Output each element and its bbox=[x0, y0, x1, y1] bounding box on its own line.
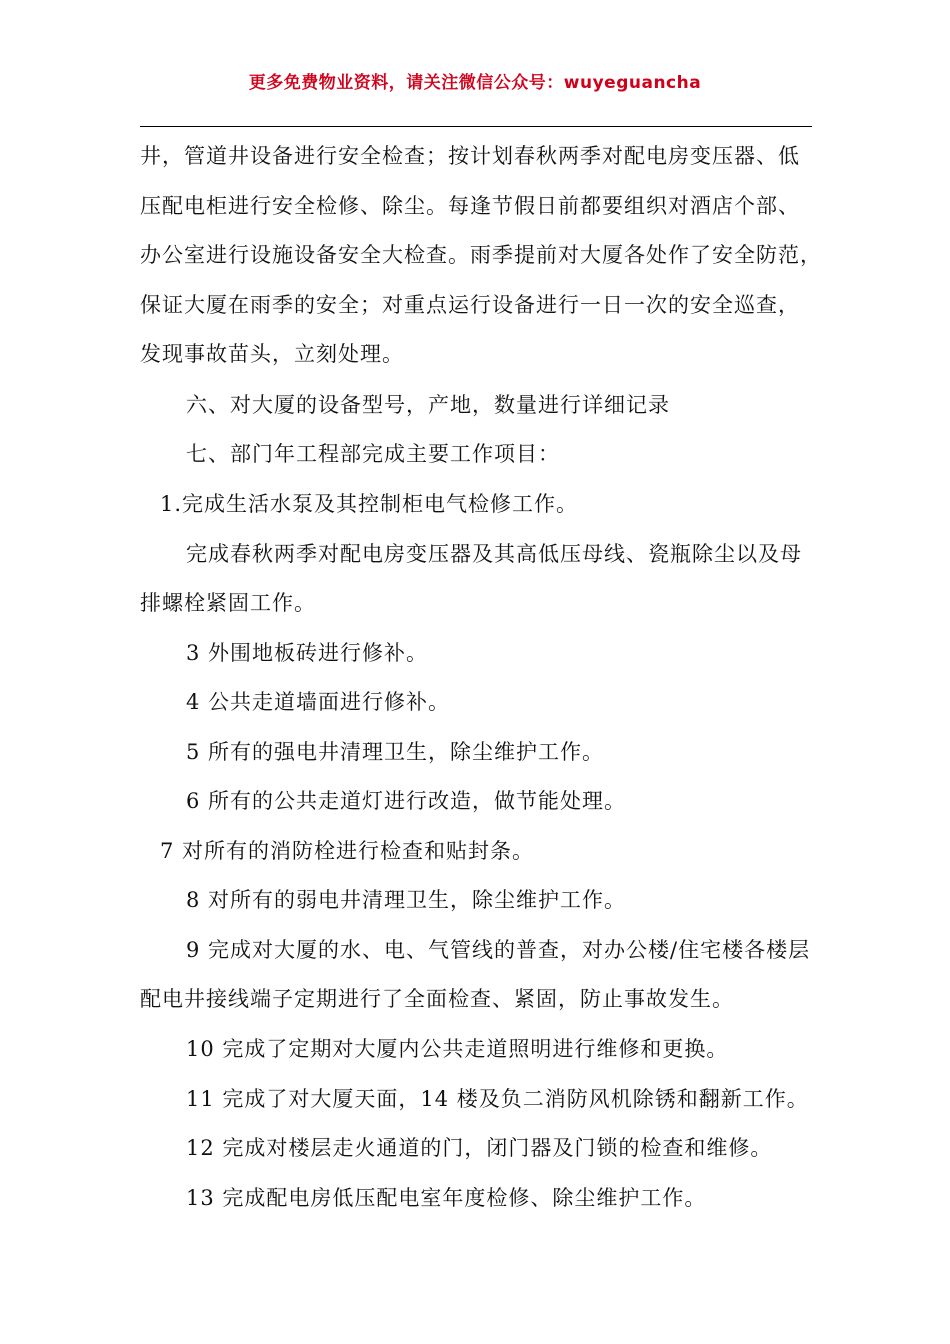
list-item: 12 完成对楼层走火通道的门，闭门器及门锁的检查和维修。 bbox=[186, 1136, 773, 1160]
list-item: 9 完成对大厦的水、电、气管线的普查，对办公楼/住宅楼各楼层 bbox=[186, 938, 811, 962]
list-item: 5 所有的强电井清理卫生，除尘维护工作。 bbox=[186, 740, 605, 764]
header-notice: 更多免费物业资料，请关注微信公众号：wuyeguancha bbox=[248, 73, 702, 93]
section-heading: 六、对大厦的设备型号，产地，数量进行详细记录 bbox=[186, 393, 670, 417]
list-item: 3 外围地板砖进行修补。 bbox=[186, 641, 429, 665]
header-divider bbox=[140, 126, 812, 127]
list-item: 4 公共走道墙面进行修补。 bbox=[186, 690, 451, 714]
list-item: 1.完成生活水泵及其控制柜电气检修工作。 bbox=[160, 492, 579, 516]
list-item: 10 完成了定期对大厦内公共走道照明进行维修和更换。 bbox=[186, 1037, 729, 1061]
list-item: 11 完成了对大厦天面，14 楼及负二消防风机除锈和翻新工作。 bbox=[186, 1087, 809, 1111]
list-item-continuation: 排螺栓紧固工作。 bbox=[140, 591, 316, 615]
body-line: 井，管道井设备进行安全检查；按计划春秋两季对配电房变压器、低 bbox=[140, 144, 800, 168]
body-line: 发现事故苗头，立刻处理。 bbox=[140, 342, 404, 366]
section-heading: 七、部门年工程部完成主要工作项目： bbox=[186, 442, 560, 466]
list-item-continuation: 配电井接线端子定期进行了全面检查、紧固，防止事故发生。 bbox=[140, 987, 734, 1011]
list-item: 13 完成配电房低压配电室年度检修、除尘维护工作。 bbox=[186, 1186, 707, 1210]
body-line: 办公室进行设施设备安全大检查。雨季提前对大厦各处作了安全防范， bbox=[140, 243, 822, 267]
list-item: 完成春秋两季对配电房变压器及其高低压母线、瓷瓶除尘以及母 bbox=[186, 542, 802, 566]
body-line: 压配电柜进行安全检修、除尘。每逢节假日前都要组织对酒店个部、 bbox=[140, 194, 800, 218]
list-item: 8 对所有的弱电井清理卫生，除尘维护工作。 bbox=[186, 888, 627, 912]
list-item: 7 对所有的消防栓进行检查和贴封条。 bbox=[160, 839, 535, 863]
body-line: 保证大厦在雨季的安全；对重点运行设备进行一日一次的安全巡查， bbox=[140, 293, 800, 317]
list-item: 6 所有的公共走道灯进行改造，做节能处理。 bbox=[186, 789, 627, 813]
